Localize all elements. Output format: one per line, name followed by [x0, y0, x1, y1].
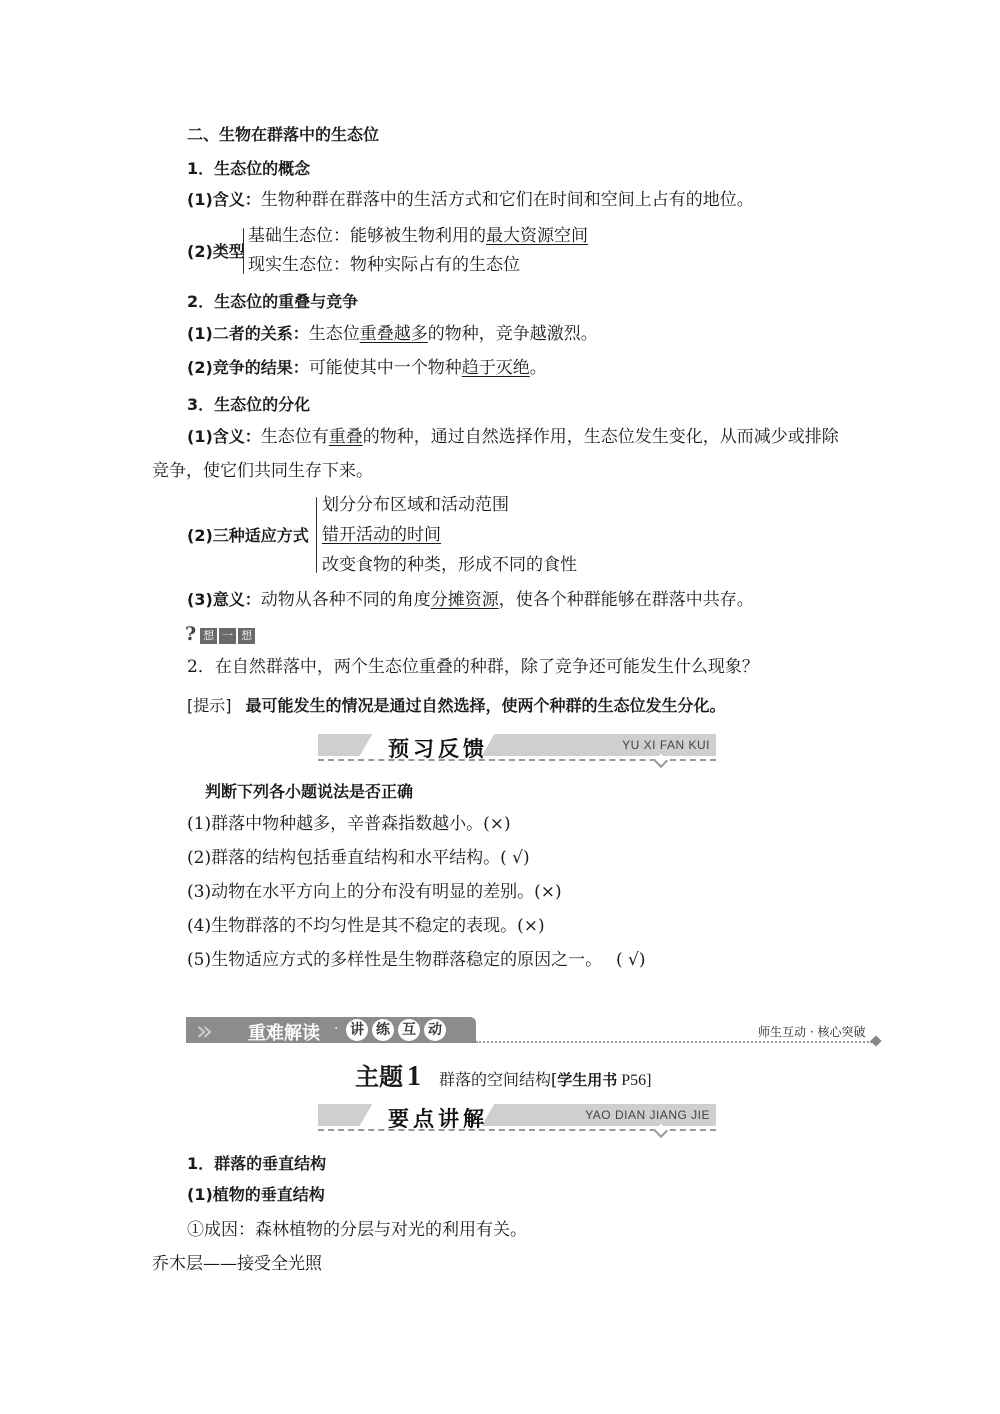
subsection-title-differentiation: 3．生态位的分化 [187, 395, 311, 414]
double-chevron-icon: » [196, 1014, 206, 1047]
label: (1)含义： [187, 190, 261, 209]
quiz-text: (2)群落的结构包括垂直结构和水平结构。 [187, 848, 501, 868]
quiz-text: (5)生物适应方式的多样性是生物群落稳定的原因之一。 [187, 950, 594, 970]
quiz-answer: (×) [534, 882, 562, 902]
label: (2)三种适应方式 [187, 526, 309, 545]
hint-label: [提示] [187, 696, 232, 715]
text: 基础生态位：能够被生物利用的 [248, 226, 486, 246]
text: 生物种群在群落中的生活方式和它们在时间和空间上占有的地位。 [260, 190, 754, 210]
quiz-instruction: 判断下列各小题说法是否正确 [205, 782, 414, 801]
quiz-item [187, 813, 511, 835]
separator-dot: · [334, 1021, 339, 1037]
text: 动物从各种不同的角度 [260, 590, 431, 610]
chevron-down-icon [654, 754, 668, 768]
ways-label [187, 525, 309, 547]
underlined-text: 分摊资源 [430, 590, 499, 610]
differentiation-meaning-line2: 竞争，使它们共同生存下来。 [152, 461, 373, 481]
preview-feedback-banner [318, 734, 716, 761]
text: 。 [529, 358, 547, 378]
text: 可能使其中一个物种 [308, 358, 462, 378]
way-item: 划分分布区域和活动范围 [322, 495, 509, 515]
label: (1)植物的垂直结构 [187, 1185, 325, 1204]
text: 现实生态位：物种实际占有的生态位 [248, 255, 520, 275]
significance [187, 589, 754, 611]
overlap-relation [187, 323, 598, 345]
text: ，使各个种群能够在群落中共存。 [498, 590, 754, 610]
banner-pinyin: YU XI FAN KUI [622, 738, 710, 752]
chevron-down-icon [654, 1124, 668, 1138]
topic-number: 1 [407, 1061, 421, 1092]
way-item: 错开活动的时间 [322, 525, 441, 545]
text: 的物种，竞争越激烈。 [427, 324, 598, 344]
subsection-title-concept: 1．生态位的概念 [187, 159, 311, 178]
cause-text: ①成因：森林植物的分层与对光的利用有关。 [187, 1220, 527, 1240]
quiz-text: (1)群落中物种越多，辛普森指数越小。 [187, 814, 484, 834]
underlined-text: 重叠越多 [359, 324, 428, 344]
quiz-answer: ( √) [593, 950, 646, 970]
differentiation-meaning [187, 426, 839, 448]
banner-pinyin: YAO DIAN JIANG JIE [585, 1108, 710, 1122]
text: 生态位有 [260, 427, 329, 447]
key-interpretation-banner [186, 1014, 476, 1047]
label: (1)含义： [187, 427, 261, 446]
banner-right-label: 师生互动 · 核心突破 [758, 1025, 866, 1039]
circle-char: 互 [398, 1019, 420, 1041]
topic-heading [355, 1057, 652, 1093]
think-hint [187, 695, 726, 717]
ref-text: 学生用书 [557, 1071, 618, 1089]
think-tag [185, 623, 257, 645]
label: (3)意义： [187, 590, 261, 609]
think-question: 2．在自然群落中，两个生态位重叠的种群，除了竞争还可能发生什么现象？ [187, 657, 759, 677]
circle-char: 动 [424, 1019, 446, 1041]
type-realized [248, 254, 520, 276]
quiz-item [187, 881, 562, 903]
quiz-answer: (×) [483, 814, 511, 834]
banner-title: 要点讲解 [388, 1107, 488, 1131]
quiz-item [187, 949, 646, 971]
quiz-item [187, 847, 530, 869]
circle-char: 练 [372, 1019, 394, 1041]
key-points-banner [318, 1104, 716, 1131]
label: (2)类型 [187, 242, 245, 261]
think-char: 想 [200, 628, 217, 644]
quiz-answer: ( √) [500, 848, 530, 868]
type-basic [248, 225, 588, 247]
types-label [187, 241, 245, 263]
overlap-result [187, 357, 547, 379]
plant-vertical-title [187, 1184, 325, 1206]
subsection-title-overlap: 2．生态位的重叠与竞争 [187, 292, 359, 311]
quiz-text: (3)动物在水平方向上的分布没有明显的差别。 [187, 882, 535, 902]
think-char: 想 [238, 628, 255, 644]
way-item: 改变食物的种类，形成不同的食性 [322, 555, 577, 575]
think-char: 一 [219, 628, 236, 644]
banner-title: 预习反馈 [388, 737, 488, 761]
vertical-structure-title: 1．群落的垂直结构 [187, 1154, 327, 1173]
tree-layer-text: 乔木层——接受全光照 [152, 1254, 322, 1274]
diamond-icon [870, 1035, 881, 1046]
topic-label: 主题 [355, 1063, 403, 1091]
label: (2)竞争的结果： [187, 358, 309, 377]
underlined-text: 最大资源空间 [486, 226, 588, 246]
quiz-text: (4)生物群落的不均匀性是其不稳定的表现。 [187, 916, 518, 936]
quiz-item [187, 915, 545, 937]
dotted-divider [476, 1041, 872, 1043]
section-heading: 二、生物在群落中的生态位 [187, 125, 380, 144]
brace [316, 497, 317, 573]
topic-title: 群落的空间结构 [439, 1070, 552, 1089]
text: 的物种，通过自然选择作用，生态位发生变化，从而减少或排除 [362, 427, 839, 447]
ref-bracket: [ [551, 1070, 558, 1089]
underlined-text: 重叠 [328, 427, 363, 447]
question-mark-icon: ? [185, 623, 197, 645]
circle-char: 讲 [346, 1019, 368, 1041]
brace [243, 228, 244, 274]
concept-meaning [187, 189, 754, 211]
label: (1)二者的关系： [187, 324, 309, 343]
banner-title: 重难解读 [248, 1023, 320, 1044]
underlined-text: 趋于灭绝 [461, 358, 530, 378]
text: 生态位 [308, 324, 360, 344]
quiz-answer: (×) [517, 916, 545, 936]
ref-page: P56] [617, 1072, 652, 1089]
hint-text: 最可能发生的情况是通过自然选择，使两个种群的生态位发生分化。 [245, 696, 726, 715]
